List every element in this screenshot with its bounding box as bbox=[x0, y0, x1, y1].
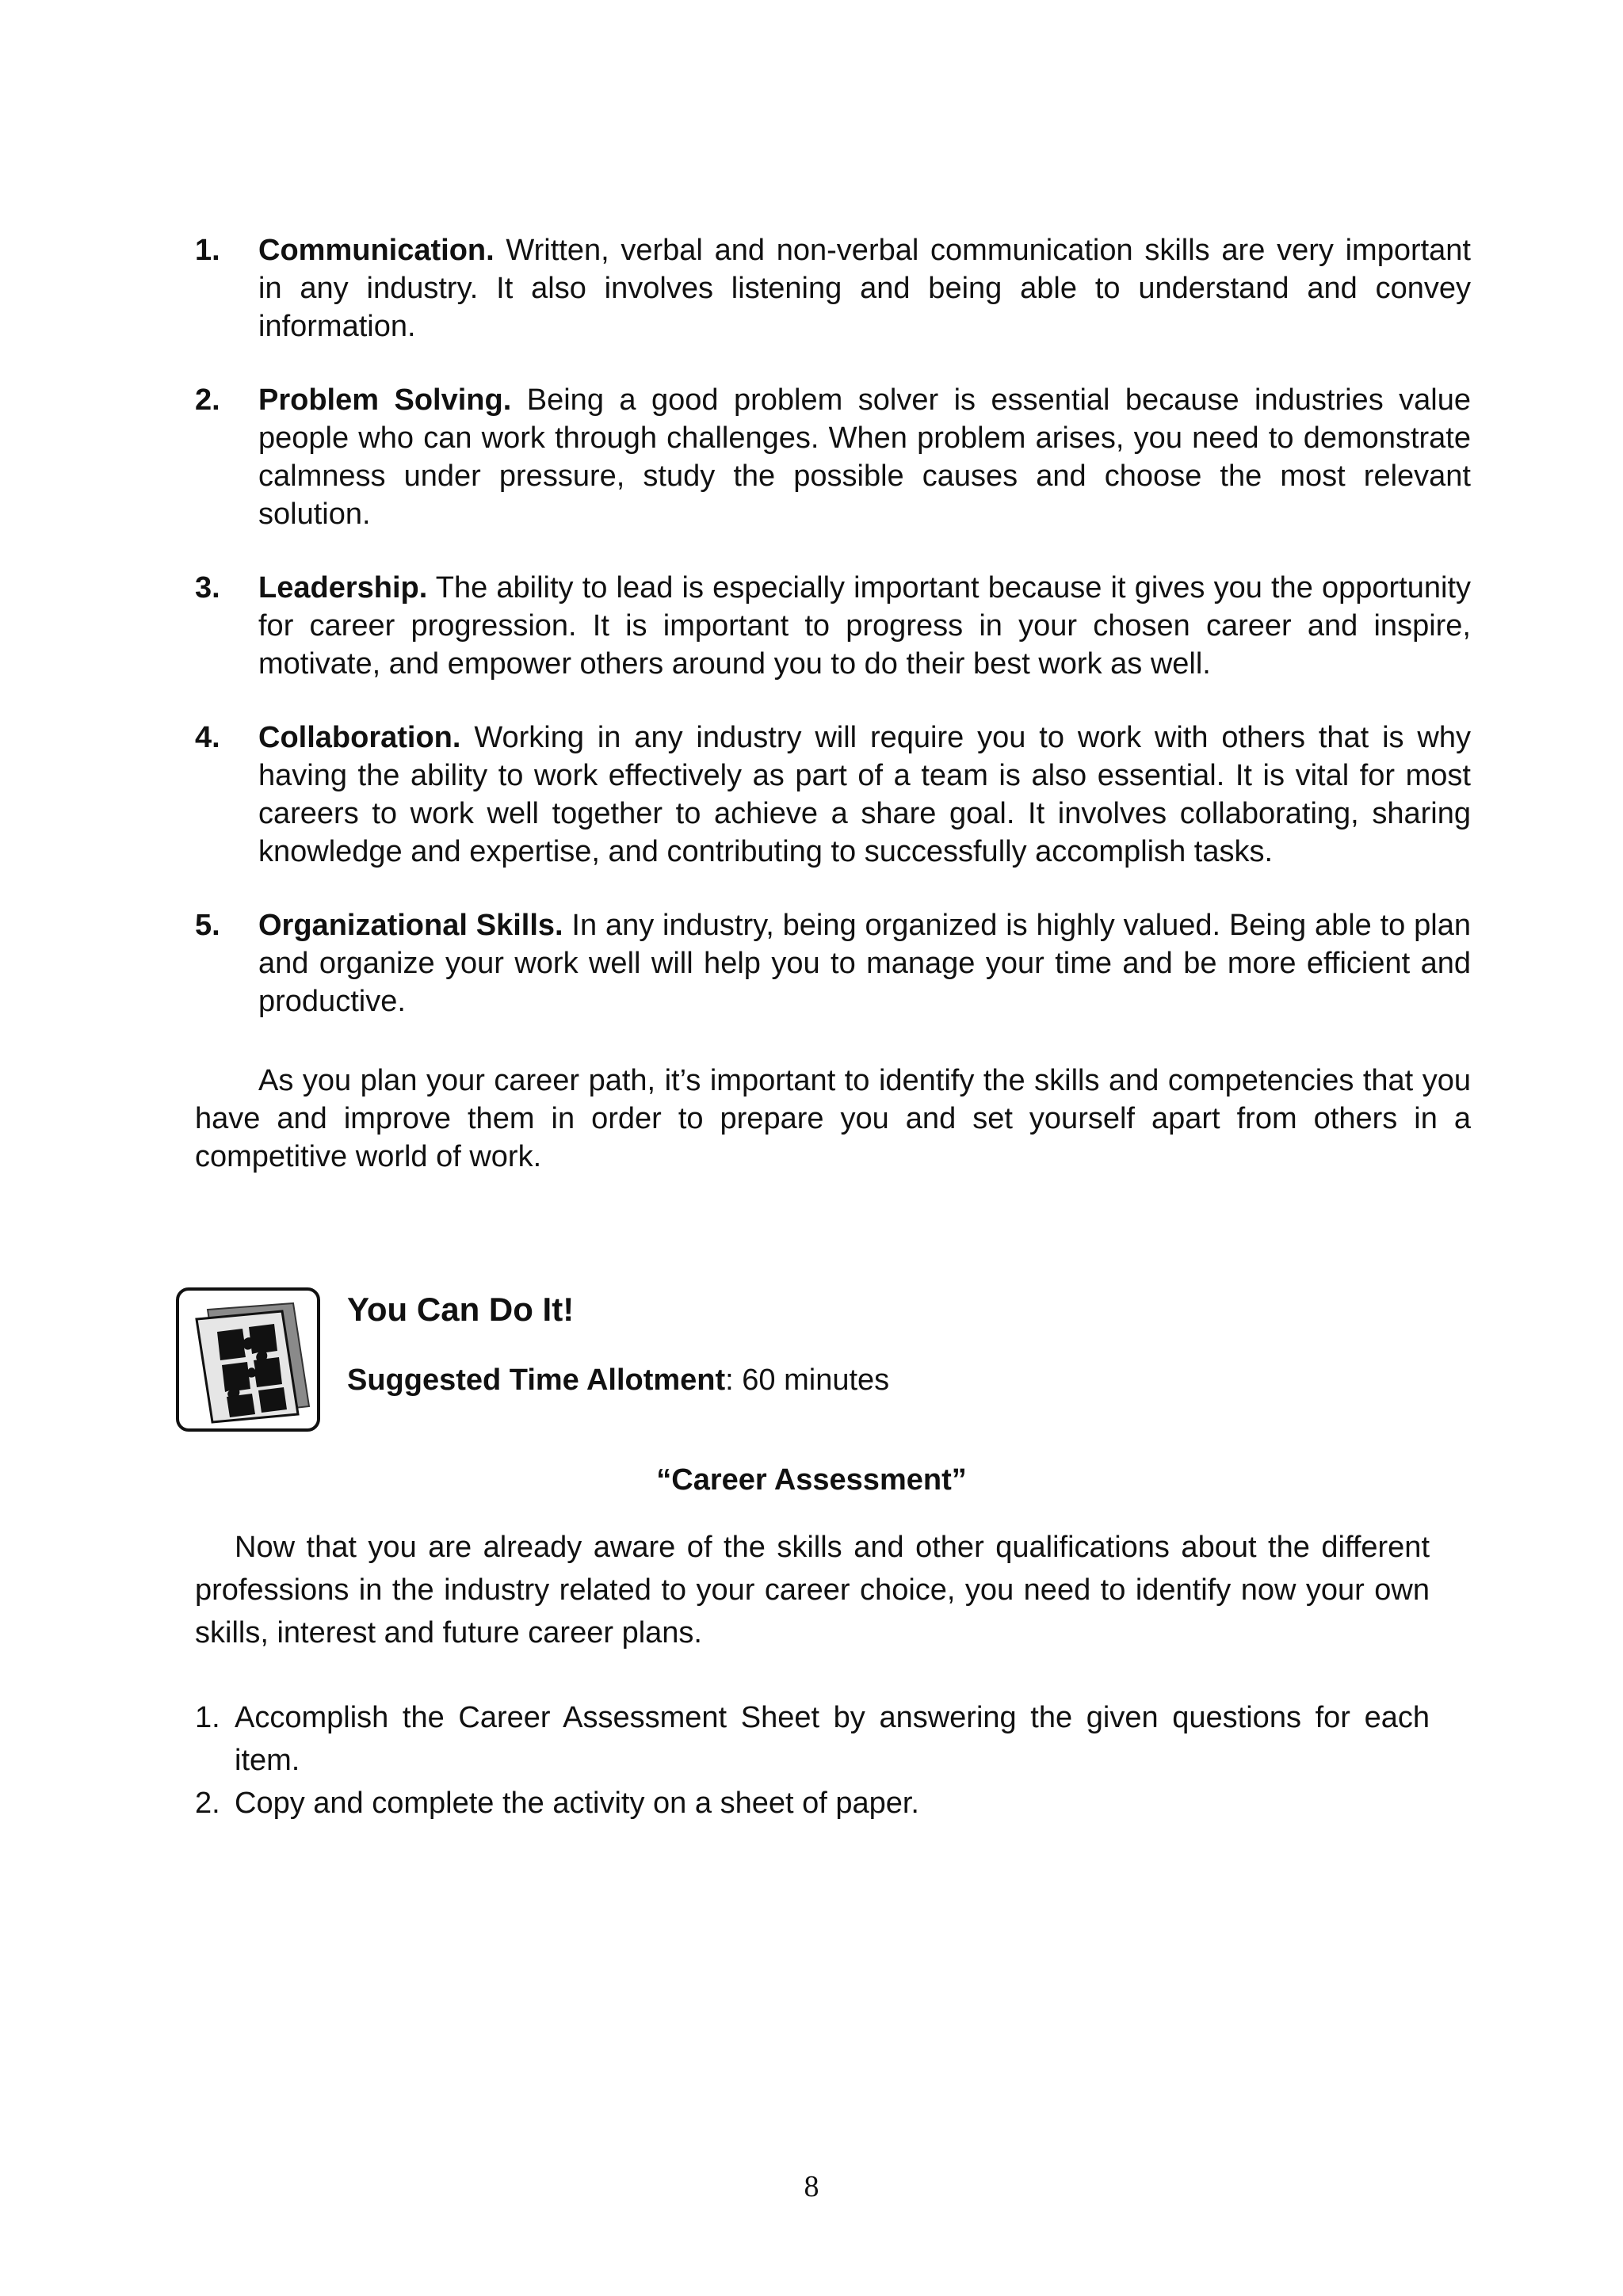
skill-description: Being a good problem solver is essential because industries value people who can work through challenges. When problem arises, you need to demonstrate calmness under pressure, study the possible causes and choose the most relevant solution. bbox=[258, 383, 1471, 531]
skill-term: Communication. bbox=[258, 234, 495, 267]
activity-steps bbox=[195, 1696, 1430, 1825]
closing-paragraph: As you plan your career path, it’s important to identify the skills and competencies that you have and improve them in order to prepare you and set yourself apart from others in a competitive world of work. bbox=[195, 1064, 1471, 1173]
skill-number: 1. bbox=[195, 234, 220, 267]
puzzle-icon bbox=[176, 1287, 320, 1432]
skills-list bbox=[195, 231, 1471, 1056]
step-text: Accomplish the Career Assessment Sheet by answering the given questions for each item. bbox=[235, 1701, 1430, 1777]
skill-item-communication bbox=[195, 231, 1471, 345]
activity-heading: “Career Assessment” bbox=[656, 1463, 967, 1497]
skill-description: Working in any industry will require you to work with others that is why having the ability to work effectively as part of a team is also essential. It is vital for most careers to work well together to achieve a share goal. It involves collaborating, sharing knowledge and expertise, and contributing to successfully accomplish tasks. bbox=[258, 721, 1471, 868]
page-number: 8 bbox=[804, 2170, 819, 2203]
skill-term: Organizational Skills. bbox=[258, 909, 563, 942]
skill-number: 4. bbox=[195, 721, 220, 754]
time-allotment bbox=[347, 1361, 889, 1399]
skill-number: 3. bbox=[195, 571, 220, 605]
step-number: 1. bbox=[195, 1701, 220, 1734]
skill-item-collaboration bbox=[195, 719, 1471, 871]
step-number: 2. bbox=[195, 1787, 220, 1820]
skill-description: The ability to lead is especially important because it gives you the opportunity for career progression. It is important to progress in your chosen career and inspire, motivate, and empower others around you to do their best work as well. bbox=[258, 571, 1471, 681]
step-text: Copy and complete the activity on a sheet of paper. bbox=[235, 1787, 919, 1820]
activity-intro: Now that you are already aware of the skills and other qualifications about the different professions in the industry related to your career choice, you need to identify now your own skills, interest and future career plans. bbox=[195, 1531, 1430, 1650]
skill-term: Problem Solving. bbox=[258, 383, 512, 417]
skill-term: Collaboration. bbox=[258, 721, 461, 754]
skill-description: In any industry, being organized is highly valued. Being able to plan and organize your work well will help you to manage your time and be more efficient and productive. bbox=[258, 909, 1471, 1018]
step-item bbox=[195, 1782, 1430, 1825]
skill-term: Leadership. bbox=[258, 571, 428, 605]
skill-number: 2. bbox=[195, 383, 220, 417]
skill-item-problem-solving bbox=[195, 381, 1471, 533]
skill-number: 5. bbox=[195, 909, 220, 942]
activity-title: You Can Do It! bbox=[347, 1291, 575, 1328]
time-allotment-label: Suggested Time Allotment bbox=[347, 1363, 726, 1397]
step-item bbox=[195, 1696, 1430, 1782]
time-allotment-value: : 60 minutes bbox=[725, 1363, 890, 1397]
skill-description: Written, verbal and non-verbal communication skills are very important in any industry. It also involves listening and being able to understand and convey information. bbox=[258, 234, 1471, 343]
skill-item-organizational-skills bbox=[195, 906, 1471, 1020]
skill-item-leadership bbox=[195, 569, 1471, 683]
